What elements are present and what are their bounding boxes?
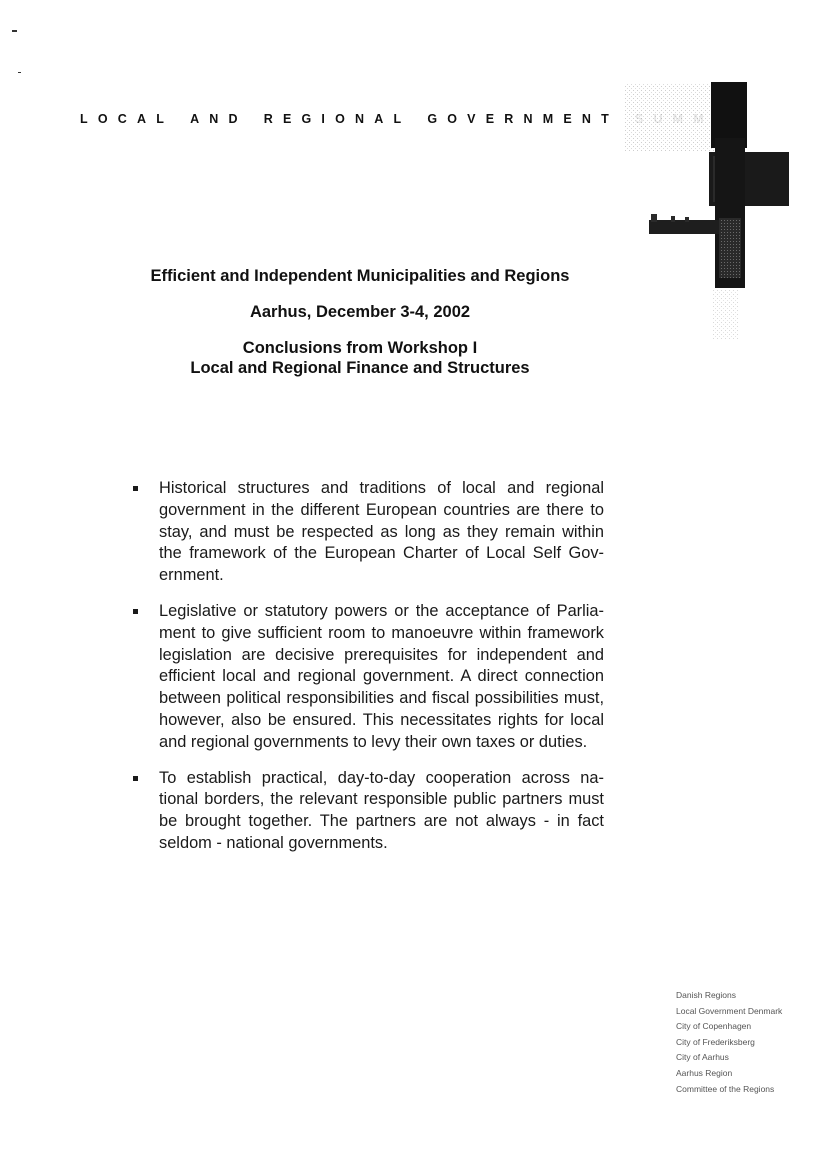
document-title-block	[100, 266, 620, 378]
partner-name: Danish Regions	[676, 990, 737, 1000]
list-item-text: To establish practical, day-to-day cooperation across na-tional borders, the relevant responsible public partners must be brought together. The partners are not always - in fact seldom - national governments.	[159, 768, 604, 852]
conclusions-list	[128, 478, 604, 869]
date-place: Aarhus, December 3-4, 2002	[249, 303, 471, 321]
partner-name: City of Frederiksberg	[676, 1036, 755, 1047]
list-item	[128, 601, 604, 754]
partner-name: City of Aarhus	[676, 1052, 729, 1063]
partner-organizations	[676, 988, 782, 1097]
header-word: GOVERNMENT	[427, 112, 619, 126]
header-word: REGIONAL	[263, 112, 412, 126]
header-word: LOCAL	[80, 112, 175, 126]
partner-name: Local Government Denmark	[676, 1005, 783, 1016]
list-item	[128, 478, 604, 587]
list-item-text: Historical structures and traditions of local and regional government in the different European countries are there to stay, and must be respected as long as they remain within the framework of the European Charter of Local Self Gov-ernment.	[159, 479, 604, 585]
list-item	[128, 768, 604, 855]
partner-name: Committee of the Regions	[676, 1083, 775, 1094]
partner-name: City of Copenhagen	[676, 1021, 752, 1032]
scan-mark	[18, 72, 21, 73]
square-bullet-icon	[133, 609, 138, 614]
scan-mark	[12, 30, 17, 32]
header-word: AND	[190, 112, 248, 126]
workshop-topic: Local and Regional Finance and Structures	[190, 359, 530, 377]
conclusions-heading: Conclusions from Workshop I	[242, 339, 478, 357]
square-bullet-icon	[133, 776, 138, 781]
square-bullet-icon	[133, 486, 138, 491]
partner-name: Aarhus Region	[676, 1067, 733, 1078]
list-item-text: Legislative or statutory powers or the acceptance of Parlia-ment to give sufficient room to manoeuvre within framework legislation are decisive prerequisites for independent and efficient local and regional government. A direct connection between political responsibilities and fiscal possibilities must, however, also be ensured. This necessitates rights for local and regional governments to levy their own taxes or duties.	[159, 601, 604, 751]
main-title: Efficient and Independent Municipalities and Regions	[150, 267, 570, 285]
